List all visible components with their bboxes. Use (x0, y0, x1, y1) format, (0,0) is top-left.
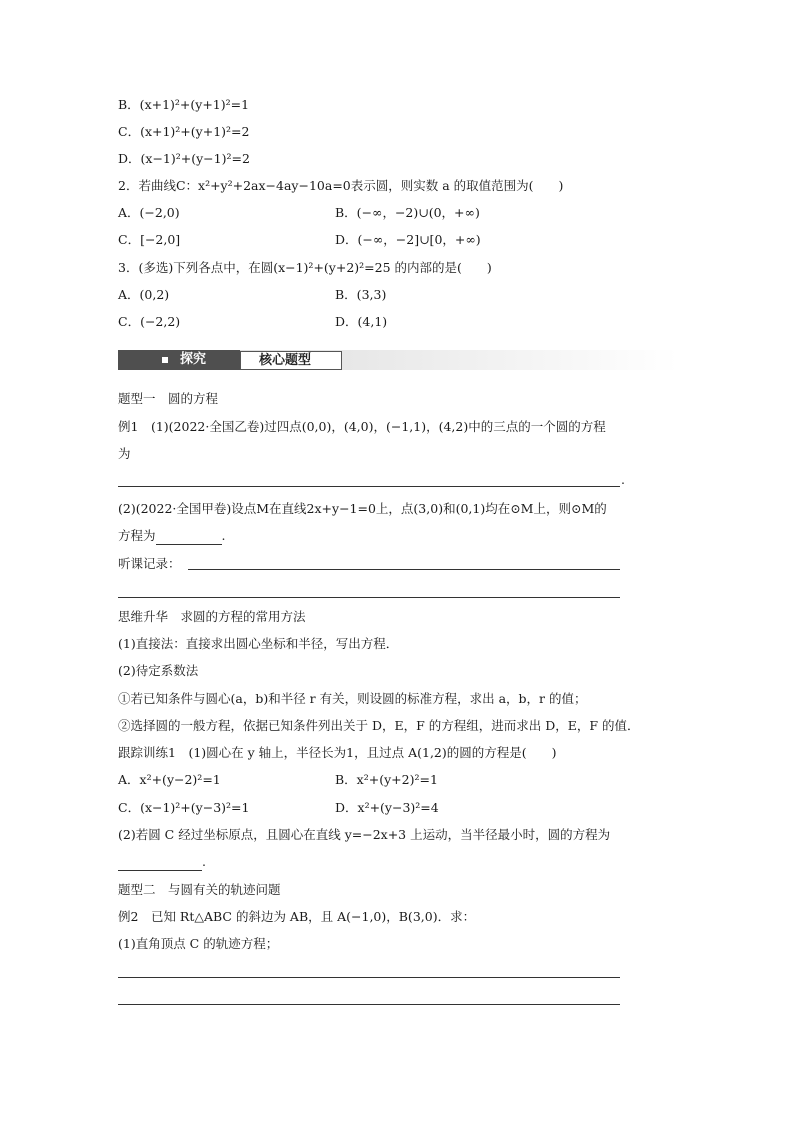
example1-part2-line2 (118, 527, 226, 545)
practice-option-b: B．x²+(y+2)²=1 (335, 772, 438, 787)
answer-line (118, 977, 620, 978)
example1-part2-text: 方程为 (118, 528, 156, 543)
q2-option-d: D．(−∞，−2]∪[0，+∞) (335, 232, 481, 247)
example1-line1: 例1 (1)(2022·全国乙卷)过四点(0,0)，(4,0)，(−1,1)，(4,2)中的三点的一个圆的方程 (118, 419, 606, 434)
q3-option-b: B．(3,3) (335, 287, 387, 302)
answer-line (118, 1004, 620, 1005)
section-banner-left (118, 350, 240, 370)
type2-title: 题型二 与圆有关的轨迹问题 (118, 882, 281, 897)
q2-option-a: A．(−2,0) (118, 205, 180, 220)
q3-option-a: A．(0,2) (118, 287, 170, 302)
method-item: ②选择圆的一般方程，依据已知条件列出关于 D，E，F 的方程组，进而求出 D，E，F 的值． (118, 718, 640, 733)
answer-blank (156, 530, 222, 545)
type1-title: 题型一 圆的方程 (118, 391, 219, 406)
method-item: (2)待定系数法 (118, 663, 199, 678)
q3-option-c: C．(−2,2) (118, 314, 181, 329)
method-item: (1)直接法：直接求出圆心坐标和半径，写出方程． (118, 636, 399, 651)
practice-option-d: D．x²+(y−3)²=4 (335, 800, 439, 815)
notes-label: 听课记录： (118, 556, 181, 571)
q2-option-b: B．(−∞，−2)∪(0，+∞) (335, 205, 480, 220)
notes-line (188, 569, 620, 570)
option-c: C．(x+1)²+(y+1)²=2 (118, 124, 250, 139)
practice-part2-end: . (202, 854, 206, 869)
practice-part2-line2 (118, 853, 206, 871)
notes-line (118, 597, 620, 598)
method-title: 思维升华 求圆的方程的常用方法 (118, 609, 306, 624)
banner-right-label: 核心题型 (259, 353, 312, 368)
example1-line2: 为 (118, 446, 131, 461)
example1-end-period: . (621, 472, 625, 487)
practice-stem: 跟踪训练1 (1)圆心在 y 轴上，半径长为1，且过点 A(1,2)的圆的方程是( ) (118, 745, 557, 760)
q3-stem: 3．(多选)下列各点中，在圆(x−1)²+(y+2)²=25 的内部的是( ) (118, 260, 492, 275)
example1-part2-line1: (2)(2022·全国甲卷)设点M在直线2x+y−1=0上，点(3,0)和(0,1)均在⊙M上，则⊙M的 (118, 501, 607, 516)
q2-option-c: C．[−2,0] (118, 232, 181, 247)
practice-part2-line1: (2)若圆 C 经过坐标原点，且圆心在直线 y=−2x+3 上运动，当半径最小时，圆的方程为 (118, 827, 611, 842)
answer-blank (118, 856, 202, 871)
practice-option-c: C．(x−1)²+(y−3)²=1 (118, 800, 250, 815)
answer-blank (118, 486, 620, 487)
option-d: D．(x−1)²+(y−1)²=2 (118, 151, 250, 166)
square-bullet-icon (162, 357, 168, 363)
q2-stem: 2．若曲线C：x²+y²+2ax−4ay−10a=0表示圆，则实数 a 的取值范围为( ) (118, 178, 564, 193)
example2-stem: 例2 已知 Rt△ABC 的斜边为 AB，且 A(−1,0)，B(3,0)．求： (118, 909, 476, 924)
banner-left-label: 探究 (180, 352, 207, 367)
q3-option-d: D．(4,1) (335, 314, 388, 329)
option-b: B．(x+1)²+(y+1)²=1 (118, 97, 250, 112)
example2-part1: (1)直角顶点 C 的轨迹方程； (118, 936, 279, 951)
method-item: ①若已知条件与圆心(a，b)和半径 r 有关，则设圆的标准方程，求出 a，b，r 的值； (118, 691, 587, 706)
section-banner-right (240, 351, 342, 370)
practice-option-a: A．x²+(y−2)²=1 (118, 772, 221, 787)
example1-part2-end: . (221, 528, 226, 543)
